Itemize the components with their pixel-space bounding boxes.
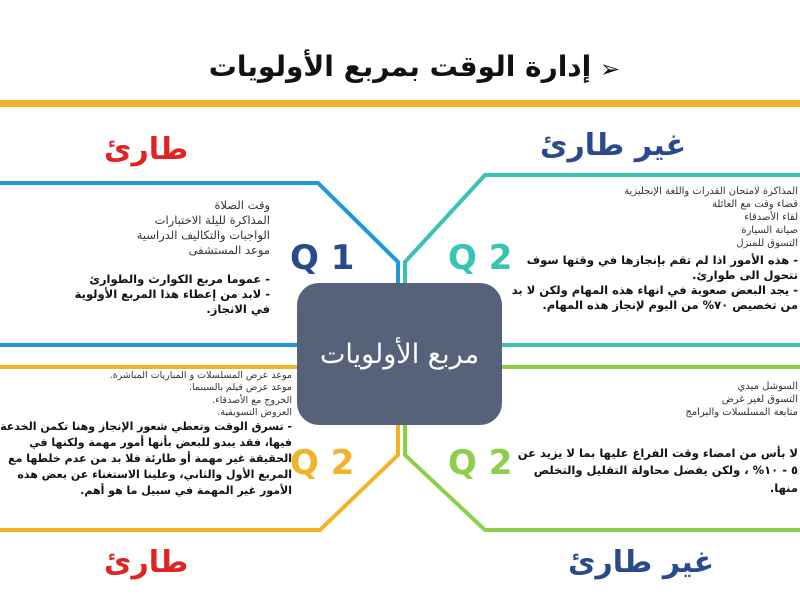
- list-item: صيانة السيارة: [741, 225, 798, 236]
- list-item: - يجد البعض صعوبة في انهاء هذه المهام ولكن لا بد من تخصيص ٧٠% من اليوم لإنجاز هذه المهام.: [511, 282, 798, 312]
- list-item: الخروج مع الأصدقاء.: [212, 394, 292, 406]
- q4-label: Q 2: [448, 443, 513, 483]
- page-title: إدارة الوقت بمربع الأولويات: [208, 50, 592, 83]
- list-item: - لابد من إعطاء هذا المربع الأولوية في الانجاز.: [74, 286, 270, 316]
- q1-label: Q 1: [290, 238, 355, 278]
- q3-label: Q 2: [290, 443, 355, 483]
- list-item: المذاكرة لامتحان القدرات واللغة الإنجليزية: [624, 186, 798, 197]
- list-item: العروض التسويقية.: [217, 407, 292, 419]
- q1-header: طارئ: [104, 132, 189, 167]
- list-item: - عموما مربع الكوارث والطوارئ: [89, 271, 270, 286]
- q4-header: غير طارئ: [568, 545, 715, 580]
- list-item: موعد المستشفى: [188, 242, 270, 257]
- center-label: مربع الأولويات: [319, 338, 480, 370]
- list-item: المذاكرة لليلة الاختبارات: [154, 212, 270, 227]
- list-item: الواجبات والتكاليف الدراسية: [136, 227, 270, 242]
- q1-content: [70, 198, 270, 317]
- arrow-right-icon: ➢: [600, 55, 621, 83]
- list-item: - تسرق الوقت وتعطي شعور الإنجاز وهنا تكمن الخدعة فيها، فقد يبدو للبعض بأنها أمور مهمة ولكنها في الحقيقة غير مهمة أو طارئة فلا بد من عدم خلطها مع المربع الأول والثاني، وعلينا الاستغناء عن بعض هذه الأمور غير المهمة في سبيل ما هو أهم.: [0, 420, 292, 498]
- list-item: - هذه الأمور اذا لم تقم بإنجازها في وقتها سوف تتحول الى طوارئ.: [526, 253, 798, 282]
- list-item: التسوق لغير غرض: [721, 394, 798, 405]
- list-item: وقت الصلاة: [214, 198, 270, 212]
- list-item: موعد عرض المسلسلات و المباريات المباشرة.: [109, 370, 292, 381]
- center-box: [297, 283, 502, 425]
- list-item: التسوق للمنزل: [736, 238, 798, 249]
- q4-content: [508, 380, 798, 497]
- q2-top-content: [508, 185, 798, 313]
- q3-header: طارئ: [104, 545, 189, 580]
- list-item: موعد عرض فيلم بالسينما.: [188, 382, 292, 394]
- list-item: لا بأس من امضاء وقت الفراغ عليها بما لا يزيد عن ٥ - ١٠% ، ولكن يفضل محاولة التقليل والتخلص منها.: [517, 446, 798, 495]
- list-item: لقاء الأصدقاء: [744, 212, 798, 223]
- list-item: قضاء وقت مع العائلة: [712, 199, 798, 210]
- q2-top-header: غير طارئ: [540, 128, 687, 163]
- q3-content: [0, 370, 292, 499]
- list-item: متابعة المسلسلات والبرامج: [685, 407, 798, 418]
- list-item: السوشل ميدي: [737, 381, 798, 392]
- q2-top-label: Q 2: [448, 238, 513, 278]
